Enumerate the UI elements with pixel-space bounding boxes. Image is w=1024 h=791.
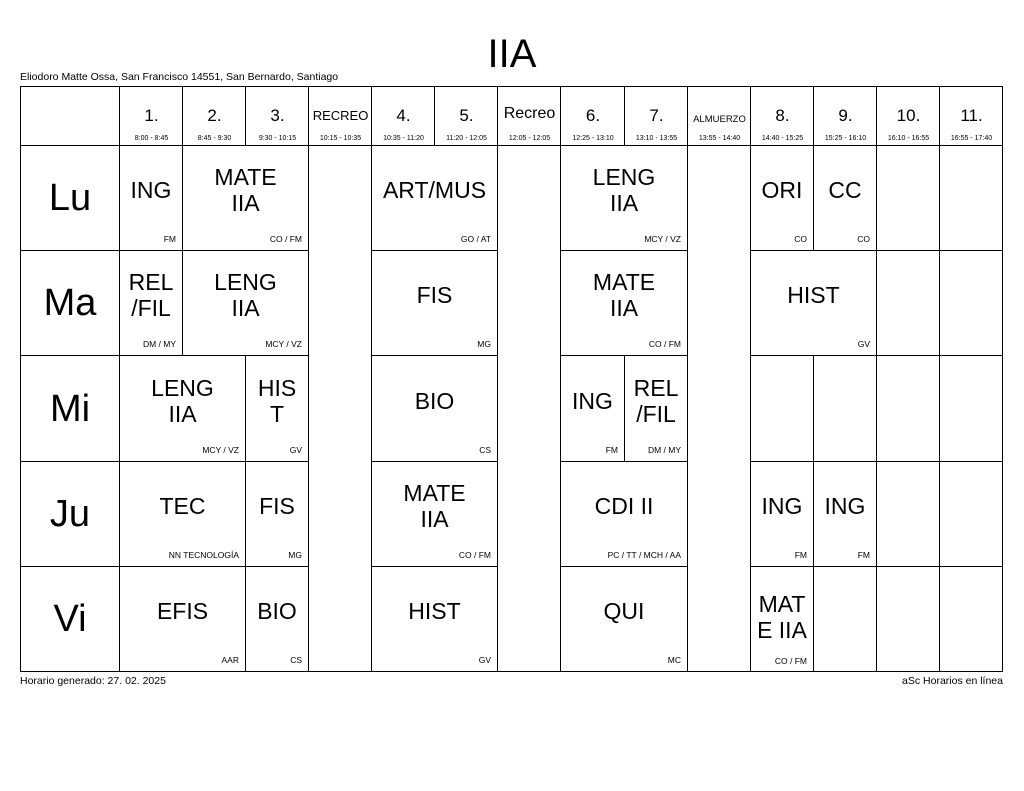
lesson-cell[interactable] [246,567,308,671]
lesson-subject: BIO [414,387,455,414]
lesson-cell[interactable] [372,251,497,355]
period-label: 8. [775,106,790,125]
school-address: Eliodoro Matte Ossa, San Francisco 14551, San Bernardo, Santiago [20,71,339,83]
lesson-cell[interactable] [246,462,308,566]
lesson-teacher: FM [605,445,618,455]
timetable-title: IIA [487,32,537,76]
period-time: 9:30 - 10:15 [258,135,297,142]
lesson-subject: MATE IIA [214,164,277,216]
lesson-teacher: MCY / VZ [202,445,239,455]
lesson-cell[interactable] [120,567,245,671]
lesson-subject: QUI [603,598,645,624]
lesson-teacher: NN TECNOLOGÍA [168,550,239,560]
header-break-recreo [309,86,372,146]
lesson-subject: FIS [416,282,453,308]
period-label: 1. [144,106,159,125]
day-label-ju: Ju [49,493,91,535]
generated-date: Horario generado: 27. 02. 2025 [20,675,166,687]
lesson-teacher: GV [857,339,870,349]
period-label: 4. [396,106,411,125]
lesson-teacher: PC / TT / MCH / AA [607,550,681,560]
header-period-3 [246,86,309,146]
lesson-subject: HIST [787,282,840,308]
header-period-11 [940,86,1003,146]
lesson-teacher: FM [794,550,807,560]
lesson-subject: REL /FIL [128,269,174,321]
lesson-cell[interactable] [120,462,245,566]
period-time: 16:55 - 17:40 [950,135,993,142]
period-time: 16:10 - 16:55 [887,135,930,142]
period-label: 7. [649,106,664,125]
lesson-cell[interactable] [814,146,876,250]
header-period-9 [814,86,877,146]
lesson-subject: MATE IIA [592,269,656,321]
lesson-cell[interactable] [751,462,813,566]
lesson-cell[interactable] [120,146,182,250]
period-label: 6. [585,106,601,125]
day-label-mi: Mi [49,387,91,430]
lesson-subject: TEC [159,493,206,519]
lesson-teacher: CS [290,655,302,665]
lesson-cell[interactable] [751,251,876,355]
lesson-teacher: CO / FM [648,339,681,349]
lesson-cell[interactable] [561,251,687,355]
period-time: 12:05 - 12:05 [508,135,551,142]
lesson-subject: BIO [257,598,297,624]
lesson-cell[interactable] [561,146,687,250]
lesson-teacher: DM / MY [647,445,681,455]
period-label: ALMUERZO [693,114,746,125]
period-time: 11:20 - 12:05 [446,135,487,142]
lesson-teacher: CO / FM [774,656,807,666]
header-period-7 [625,86,688,146]
lesson-subject: CC [828,177,862,203]
lesson-teacher: MCY / VZ [265,339,302,349]
period-time: 10:15 - 10:35 [319,135,362,142]
period-label: RECREO [312,108,369,123]
period-time: 12:25 - 13:10 [572,135,614,142]
period-label: 5. [459,106,474,125]
lesson-cell[interactable] [561,356,624,461]
lesson-cell[interactable] [246,356,308,461]
lesson-teacher: MCY / VZ [644,234,681,244]
lesson-teacher: FM [163,234,176,244]
lesson-subject: ART/MUS [382,177,487,203]
lesson-teacher: FM [857,550,870,560]
lesson-cell[interactable] [372,567,497,671]
lesson-teacher: MG [288,550,302,560]
period-label: Recreo [503,105,556,122]
lesson-teacher: MG [477,339,491,349]
lesson-subject: LENG IIA [592,164,656,216]
lesson-subject: ING [130,177,172,203]
lesson-subject: EFIS [156,598,209,624]
lesson-subject: ING [761,493,803,519]
lesson-cell[interactable] [183,251,308,355]
lesson-teacher: DM / MY [142,339,176,349]
lesson-subject: ING [572,387,613,414]
lesson-cell[interactable] [561,567,687,671]
header-period-10 [877,86,940,146]
period-time: 10:35 - 11:20 [383,135,424,142]
lesson-cell[interactable] [751,146,813,250]
lesson-cell[interactable] [814,462,876,566]
lesson-teacher: CO [794,234,807,244]
lesson-teacher: GV [478,655,491,665]
lesson-teacher: AAR [221,655,239,665]
period-time: 13:10 - 13:55 [635,135,678,142]
lesson-teacher: CO / FM [269,234,302,244]
period-time: 14:40 - 15:25 [761,135,804,142]
header-break-recreo-2 [498,86,561,146]
lesson-teacher: CO [857,234,870,244]
period-time: 15:25 - 16:10 [824,135,867,142]
header-break-almuerzo [688,86,751,146]
day-label-lu: Lu [48,177,92,219]
header-period-6 [561,86,625,146]
period-label: 11. [960,106,983,125]
lesson-subject: MATE IIA [757,591,807,643]
lesson-subject: ORI [761,177,803,203]
lesson-subject: LENG IIA [151,374,214,427]
period-label: 2. [207,106,222,125]
header-period-4 [372,86,435,146]
header-period-1 [120,86,183,146]
period-label: 9. [838,106,853,125]
lesson-cell[interactable] [751,567,813,671]
lesson-subject: REL /FIL [633,374,679,427]
lesson-subject: CDI II [594,493,654,519]
lesson-teacher: GV [289,445,302,455]
lesson-cell[interactable] [372,462,497,566]
lesson-subject: LENG IIA [214,269,277,321]
lesson-subject: HIST [408,598,461,624]
lesson-cell[interactable] [625,356,687,461]
lesson-cell[interactable] [561,462,687,566]
period-time: 8:00 - 8:45 [134,135,169,142]
lesson-subject: MATE IIA [403,480,466,532]
lesson-teacher: CO / FM [458,550,491,560]
generator-credit: aSc Horarios en línea [902,675,1003,687]
lesson-subject: FIS [259,493,295,519]
lesson-subject: HIST [257,374,297,427]
period-label: 3. [270,106,285,125]
lesson-teacher: CS [479,445,491,455]
header-period-8 [751,86,814,146]
period-time: 13:55 - 14:40 [698,135,741,142]
day-label-vi: Vi [53,598,87,640]
lesson-teacher: GO / AT [460,234,491,244]
lesson-cell[interactable] [372,356,497,461]
period-label: 10. [896,106,921,125]
lesson-cell[interactable] [183,146,308,250]
day-label-ma: Ma [43,282,97,324]
header-period-2 [183,86,246,146]
lesson-cell[interactable] [120,356,245,461]
lesson-cell[interactable] [372,146,497,250]
period-time: 8:45 - 9:30 [197,135,232,142]
lesson-teacher: MC [667,655,681,665]
header-period-5 [435,86,498,146]
lesson-subject: ING [824,493,866,519]
lesson-cell[interactable] [120,251,182,355]
